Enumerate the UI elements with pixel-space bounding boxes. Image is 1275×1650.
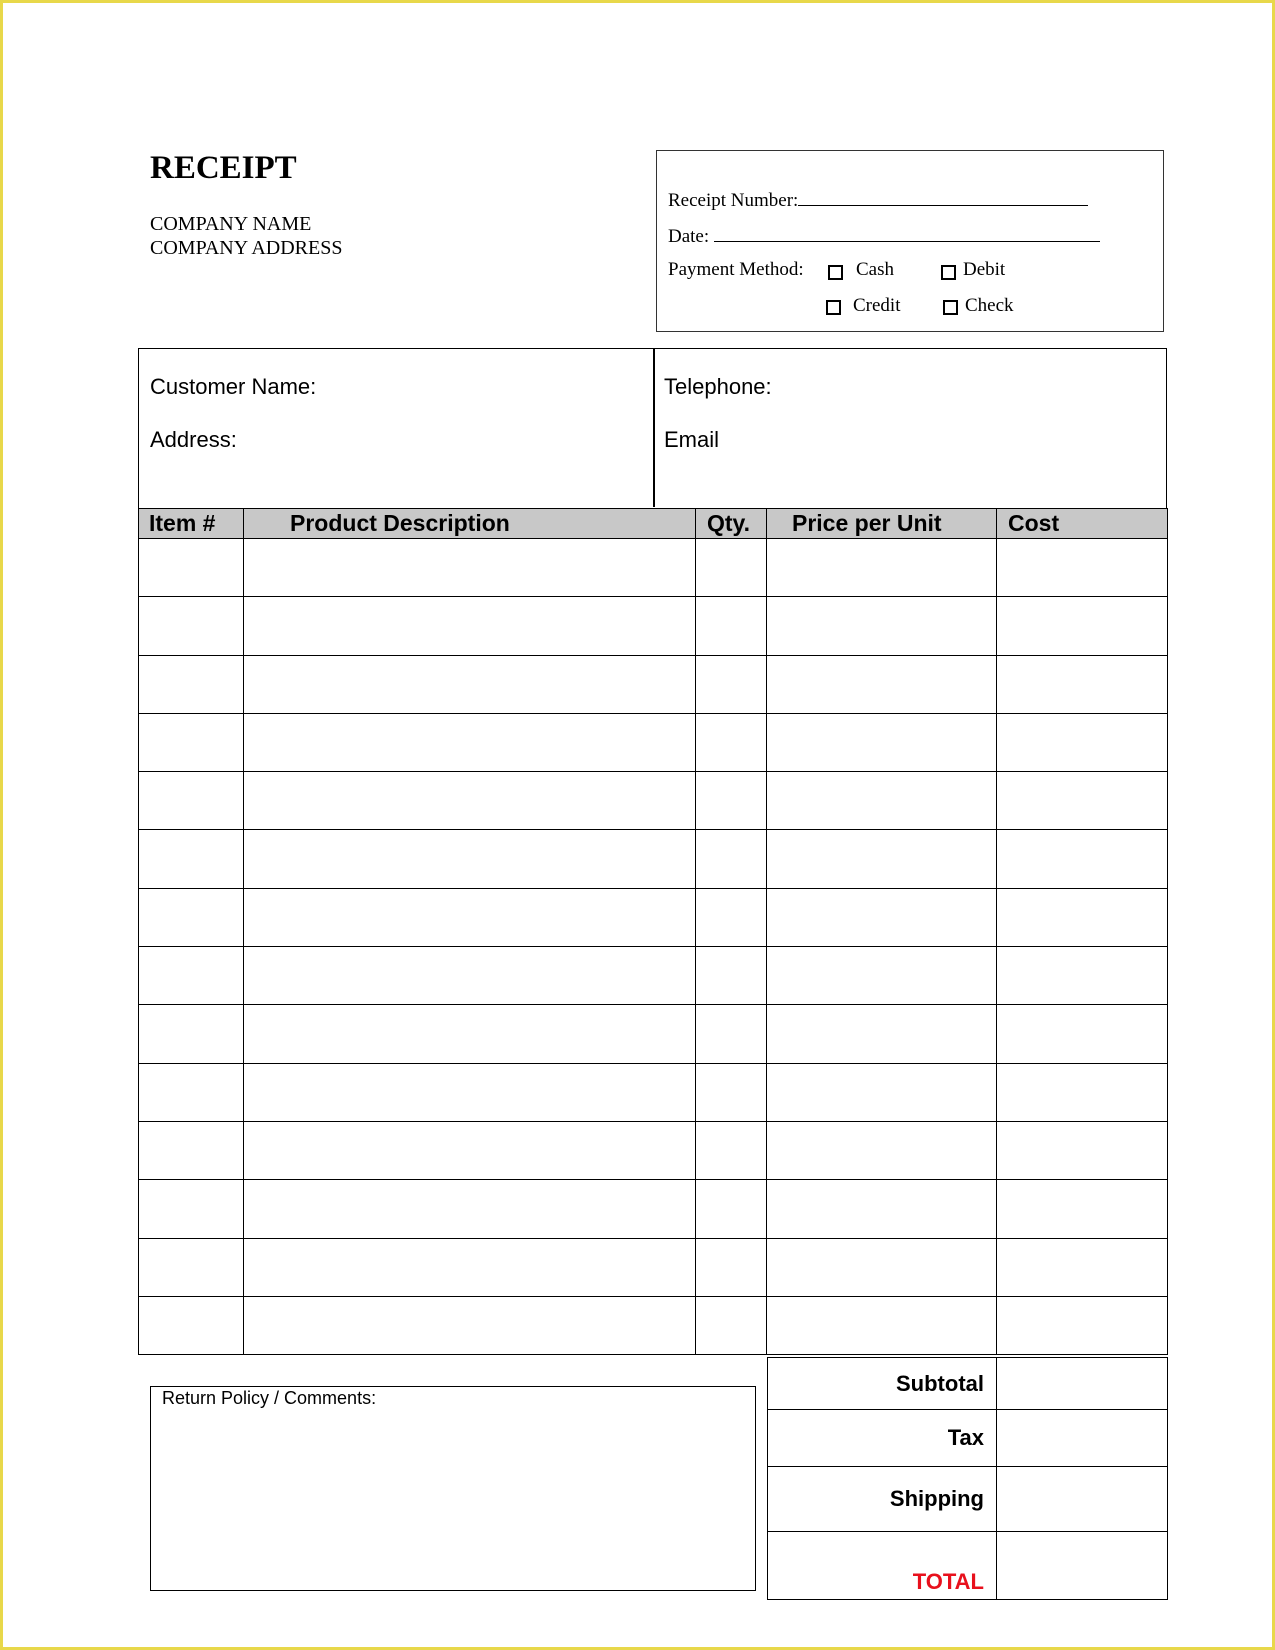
comments-label: Return Policy / Comments: <box>162 1388 377 1408</box>
debit-checkbox[interactable] <box>941 265 956 280</box>
product-description-cell[interactable] <box>244 539 696 597</box>
item-number-cell[interactable] <box>139 772 244 830</box>
product-description-cell[interactable] <box>244 655 696 713</box>
col-header-product-description: Product Description <box>244 509 696 539</box>
company-address: COMPANY ADDRESS <box>150 237 343 259</box>
product-description-cell[interactable] <box>244 1238 696 1296</box>
customer-info-box <box>138 348 1167 508</box>
price-per-unit-cell[interactable] <box>767 713 997 771</box>
col-header-qty: Qty. <box>696 509 767 539</box>
qty-cell[interactable] <box>696 1180 767 1238</box>
cost-cell[interactable] <box>997 1121 1168 1179</box>
cost-cell[interactable] <box>997 947 1168 1005</box>
price-per-unit-cell[interactable] <box>767 1296 997 1354</box>
price-per-unit-cell[interactable] <box>767 830 997 888</box>
qty-cell[interactable] <box>696 539 767 597</box>
item-number-cell[interactable] <box>139 1005 244 1063</box>
qty-cell[interactable] <box>696 597 767 655</box>
date-label: Date: <box>668 226 710 247</box>
item-number-cell[interactable] <box>139 1180 244 1238</box>
table-row <box>139 1005 1168 1063</box>
col-header-price-per-unit: Price per Unit <box>767 509 997 539</box>
qty-cell[interactable] <box>696 888 767 946</box>
credit-label: Credit <box>853 295 901 316</box>
qty-cell[interactable] <box>696 830 767 888</box>
items-table <box>138 508 1168 1355</box>
table-row <box>139 1063 1168 1121</box>
price-per-unit-cell[interactable] <box>767 888 997 946</box>
item-number-cell[interactable] <box>139 830 244 888</box>
table-row <box>139 597 1168 655</box>
col-header-cost: Cost <box>997 509 1168 539</box>
item-number-cell[interactable] <box>139 1296 244 1354</box>
tax-label: Tax <box>768 1410 997 1467</box>
tax-value-cell[interactable] <box>997 1410 1168 1467</box>
receipt-number-field[interactable] <box>798 187 1088 206</box>
subtotal-row <box>768 1358 1168 1410</box>
item-number-cell[interactable] <box>139 1238 244 1296</box>
table-row <box>139 1180 1168 1238</box>
qty-cell[interactable] <box>696 772 767 830</box>
price-per-unit-cell[interactable] <box>767 1063 997 1121</box>
qty-cell[interactable] <box>696 713 767 771</box>
customer-box-divider <box>653 349 655 507</box>
check-label: Check <box>965 295 1014 316</box>
item-number-cell[interactable] <box>139 1063 244 1121</box>
price-per-unit-cell[interactable] <box>767 1121 997 1179</box>
table-row <box>139 713 1168 771</box>
check-checkbox[interactable] <box>943 300 958 315</box>
price-per-unit-cell[interactable] <box>767 597 997 655</box>
payment-method-label: Payment Method: <box>668 259 804 280</box>
product-description-cell[interactable] <box>244 888 696 946</box>
receipt-info-box <box>656 150 1164 332</box>
product-description-cell[interactable] <box>244 597 696 655</box>
items-header-row <box>139 509 1168 539</box>
cost-cell[interactable] <box>997 888 1168 946</box>
product-description-cell[interactable] <box>244 1063 696 1121</box>
cost-cell[interactable] <box>997 1063 1168 1121</box>
cost-cell[interactable] <box>997 597 1168 655</box>
qty-cell[interactable] <box>696 1063 767 1121</box>
cost-cell[interactable] <box>997 772 1168 830</box>
cost-cell[interactable] <box>997 1296 1168 1354</box>
price-per-unit-cell[interactable] <box>767 772 997 830</box>
price-per-unit-cell[interactable] <box>767 1180 997 1238</box>
subtotal-value-cell[interactable] <box>997 1358 1168 1410</box>
tax-row <box>768 1410 1168 1467</box>
subtotal-label: Subtotal <box>768 1358 997 1410</box>
item-number-cell[interactable] <box>139 713 244 771</box>
table-row <box>139 888 1168 946</box>
customer-name-label: Customer Name: <box>150 374 317 399</box>
table-row <box>139 1238 1168 1296</box>
total-label: TOTAL <box>768 1532 997 1600</box>
total-row <box>768 1532 1168 1600</box>
shipping-row <box>768 1467 1168 1532</box>
cost-cell[interactable] <box>997 1238 1168 1296</box>
item-number-cell[interactable] <box>139 655 244 713</box>
cost-cell[interactable] <box>997 713 1168 771</box>
receipt-number-label: Receipt Number: <box>668 190 799 211</box>
address-label: Address: <box>150 427 237 452</box>
email-label: Email <box>664 427 720 452</box>
price-per-unit-cell[interactable] <box>767 1238 997 1296</box>
cost-cell[interactable] <box>997 1180 1168 1238</box>
price-per-unit-cell[interactable] <box>767 655 997 713</box>
table-row <box>139 655 1168 713</box>
qty-cell[interactable] <box>696 1005 767 1063</box>
shipping-value-cell[interactable] <box>997 1467 1168 1532</box>
qty-cell[interactable] <box>696 1296 767 1354</box>
cost-cell[interactable] <box>997 830 1168 888</box>
table-row <box>139 772 1168 830</box>
table-row <box>139 947 1168 1005</box>
totals-table <box>767 1357 1168 1600</box>
cost-cell[interactable] <box>997 1005 1168 1063</box>
qty-cell[interactable] <box>696 1121 767 1179</box>
item-number-cell[interactable] <box>139 888 244 946</box>
qty-cell[interactable] <box>696 1238 767 1296</box>
item-number-cell[interactable] <box>139 1121 244 1179</box>
cost-cell[interactable] <box>997 539 1168 597</box>
shipping-label: Shipping <box>768 1467 997 1532</box>
product-description-cell[interactable] <box>244 1121 696 1179</box>
date-field[interactable] <box>714 223 1100 242</box>
debit-label: Debit <box>963 259 1006 280</box>
col-header-item-number: Item # <box>139 509 244 539</box>
product-description-cell[interactable] <box>244 830 696 888</box>
product-description-cell[interactable] <box>244 1296 696 1354</box>
comments-box[interactable] <box>150 1386 756 1591</box>
credit-checkbox[interactable] <box>826 300 841 315</box>
total-value-cell[interactable] <box>997 1532 1168 1600</box>
table-row <box>139 1121 1168 1179</box>
qty-cell[interactable] <box>696 947 767 1005</box>
item-number-cell[interactable] <box>139 597 244 655</box>
item-number-cell[interactable] <box>139 947 244 1005</box>
price-per-unit-cell[interactable] <box>767 1005 997 1063</box>
table-row <box>139 539 1168 597</box>
table-row <box>139 1296 1168 1354</box>
table-row <box>139 830 1168 888</box>
product-description-cell[interactable] <box>244 947 696 1005</box>
cost-cell[interactable] <box>997 655 1168 713</box>
product-description-cell[interactable] <box>244 1180 696 1238</box>
product-description-cell[interactable] <box>244 772 696 830</box>
price-per-unit-cell[interactable] <box>767 947 997 1005</box>
qty-cell[interactable] <box>696 655 767 713</box>
telephone-label: Telephone: <box>664 374 772 399</box>
company-name: COMPANY NAME <box>150 213 312 235</box>
receipt-title: RECEIPT <box>150 150 297 186</box>
product-description-cell[interactable] <box>244 713 696 771</box>
cash-label: Cash <box>856 259 894 280</box>
price-per-unit-cell[interactable] <box>767 539 997 597</box>
product-description-cell[interactable] <box>244 1005 696 1063</box>
item-number-cell[interactable] <box>139 539 244 597</box>
cash-checkbox[interactable] <box>828 265 843 280</box>
